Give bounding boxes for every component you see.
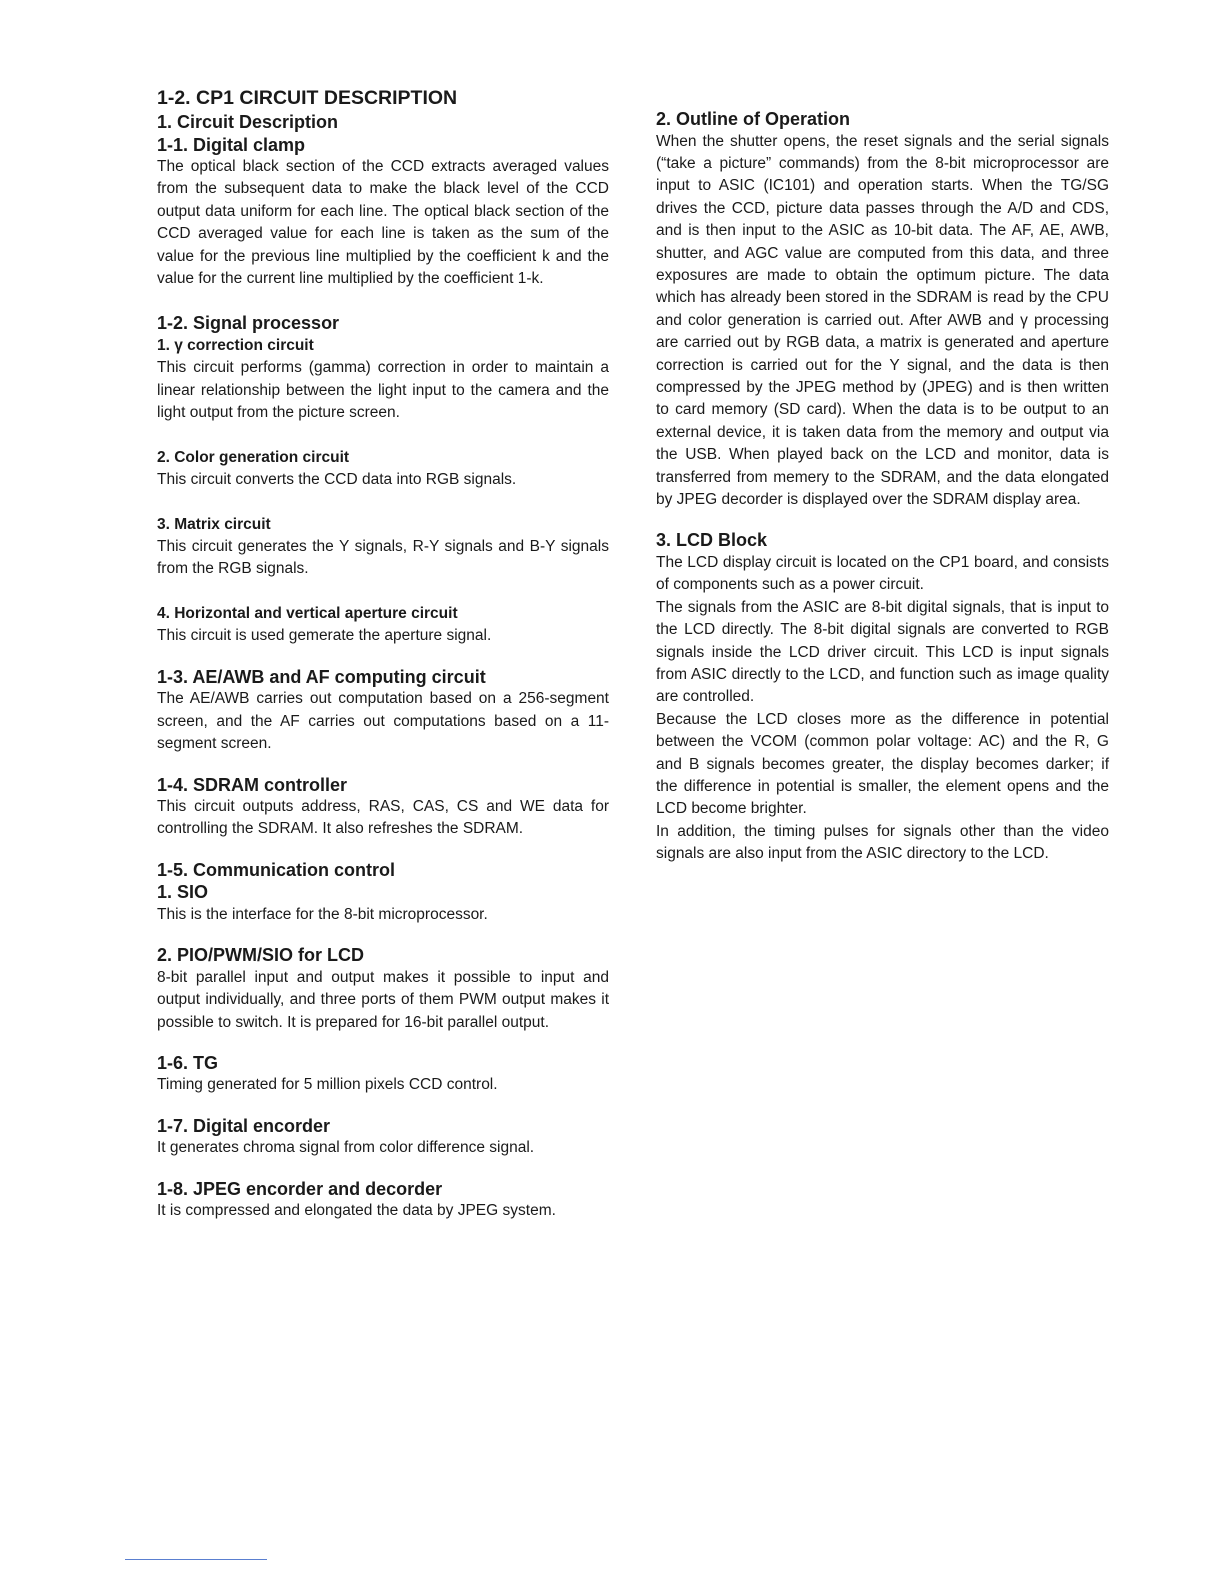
para-sdram-controller: This circuit outputs address, RAS, CAS, CS and WE data for controlling the SDRAM. It also refreshes the SDRAM. [157, 798, 609, 838]
heading-aperture-circuit: 4. Horizontal and vertical aperture circuit [157, 604, 458, 622]
heading-sdram-controller: 1-4. SDRAM controller [157, 774, 348, 795]
heading-sio: 1. SIO [157, 882, 209, 903]
para-digital-clamp: The optical black section of the CCD extracts averaged values from the subsequent data to make the black level of the CCD output data uniform for each line. The optical black section of the CCD averaged value for each line is taken as the sum of the value for the previous line multiplied by the coefficient k and the value for the current line multiplied by the coefficient 1-k. [157, 158, 609, 288]
para-lcd-block-1: The LCD display circuit is located on the CP1 board, and consists of components such as a power circuit. [656, 553, 1109, 594]
para-digital-encorder: It generates chroma signal from color difference signal. [157, 1139, 535, 1157]
section-heading-circuit-description: 1. Circuit Description [157, 112, 339, 132]
heading-matrix-circuit: 3. Matrix circuit [157, 515, 271, 533]
heading-communication-control: 1-5. Communication control [157, 859, 396, 880]
heading-ae-awb-af: 1-3. AE/AWB and AF computing circuit [157, 666, 486, 687]
heading-pio-pwm-sio: 2. PIO/PWM/SIO for LCD [157, 945, 365, 966]
heading-signal-processor: 1-2. Signal processor [157, 313, 340, 334]
para-gamma-correction: This circuit performs (gamma) correction in order to maintain a linear relationship between the light input to the camera and the light output from the picture screen. [157, 359, 609, 422]
heading-digital-encorder: 1-7. Digital encorder [157, 1115, 331, 1136]
para-lcd-block-2: The signals from the ASIC are 8-bit digital signals, that is input to the LCD directly. The 8-bit digital signals are converted to RGB signals inside the LCD driver circuit. This LCD is input signals from ASIC directly to the LCD, and function such as image quality are controlled. [656, 598, 1109, 706]
heading-color-generation: 2. Color generation circuit [157, 448, 350, 466]
para-sio: This is the interface for the 8-bit microprocessor. [157, 905, 488, 923]
heading-tg: 1-6. TG [157, 1052, 219, 1073]
para-jpeg: It is compressed and elongated the data by JPEG system. [157, 1202, 556, 1220]
heading-lcd-block: 3. LCD Block [656, 530, 768, 551]
para-ae-awb-af: The AE/AWB carries out computation based on a 256-segment screen, and the AF carries out computations based on a 11-segment screen. [157, 690, 609, 753]
para-matrix-circuit: This circuit generates the Y signals, R-Y signals and B-Y signals from the RGB signals. [157, 538, 609, 578]
para-outline-of-operation: When the shutter opens, the reset signals and the serial signals (“take a picture” commands) from the 8-bit microprocessor are input to ASIC (IC101) and operation starts. When the TG/SG drives the CCD, picture data passes through the A/D and CDS, and is then input to the ASIC as 10-bit data. The AF, AE, AWB, shutter, and AGC value are computed from this data, and three exposures are made to obtain the optimum picture. The data which has already been stored in the SDRAM is read by the CPU and color generation is carried out. After AWB and γ processing are carried out by RGB data, a matrix is generated and aperture correction is carried out for the Y signal, and the data is then compressed by the JPEG method by (JPEG) and is then written to card memory (SD card). When the data is to be output to an external device, it is taken data from the memory and output via the USB. When played back on the LCD and monitor, data is transferred from memery to the SDRAM, and the data elongated by JPEG decorder is displayed over the SDRAM display area. [656, 132, 1109, 508]
para-color-generation: This circuit converts the CCD data into RGB signals. [157, 471, 517, 489]
heading-outline-of-operation: 2. Outline of Operation [656, 109, 851, 129]
page-title: 1-2. CP1 CIRCUIT DESCRIPTION [157, 87, 458, 109]
para-lcd-block-4: In addition, the timing pulses for signals other than the video signals are also input from the ASIC directory to the LCD. [656, 822, 1109, 863]
left-column [157, 86, 609, 1223]
heading-gamma-correction: 1. γ correction circuit [157, 336, 314, 354]
para-aperture-circuit: This circuit is used gemerate the aperture signal. [157, 627, 492, 645]
para-lcd-block-3: Because the LCD closes more as the difference in potential between the VCOM (common polar voltage: AC) and the R, G and B signals becomes greater, the display becomes darker; if the difference in potential is smaller, the element opens and the LCD become brighter. [656, 710, 1109, 818]
right-column [656, 108, 1109, 866]
heading-digital-clamp: 1-1. Digital clamp [157, 134, 306, 155]
heading-jpeg: 1-8. JPEG encorder and decorder [157, 1178, 443, 1199]
para-pio-pwm-sio: 8-bit parallel input and output makes it possible to input and output individually, and three ports of them PWM output makes it possible to switch. It is prepared for 16-bit parallel output. [157, 968, 609, 1031]
footer-divider [125, 1559, 267, 1560]
para-tg: Timing generated for 5 million pixels CCD control. [157, 1076, 498, 1094]
